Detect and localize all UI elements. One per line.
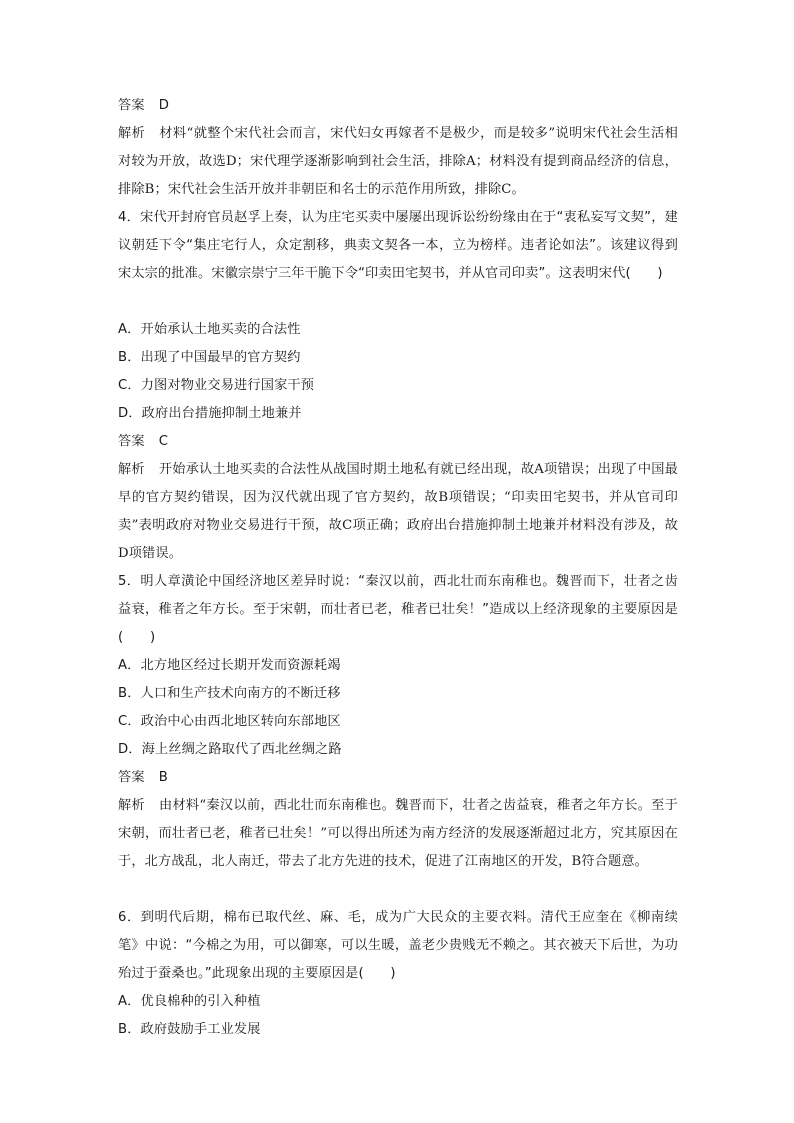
question-5-stem [118,568,678,652]
question-text: 5．明人章潢论中国经济地区差异时说：“秦汉以前，西北壮而东南稚也。魏晋而下，壮者之齿益衰，稚者之年方长。至于宋朝，而壮者已老，稚者已壮矣！”造成以上经济现象的主要原因是( ) [118,574,678,645]
analysis-label: 解析 [118,126,146,141]
option-b[interactable] [118,680,678,708]
answer-value: B [158,770,168,785]
option-b[interactable] [118,1016,678,1044]
answer-value: C [158,434,169,449]
option-text: B．政府鼓励手工业发展 [118,1022,261,1037]
answer-line [118,764,678,792]
answer-line [118,428,678,456]
answer-label: 答案 [118,770,145,785]
option-d[interactable] [118,736,678,764]
question-6-stem [118,904,678,988]
answer-line [118,92,678,120]
analysis-text: 开始承认土地买卖的合法性从战国时期土地私有就已经出现，故A项错误；出现了中国最早的官方契约错误，因为汉代就出现了官方契约，故B项错误；“印卖田宅契书，并从官司印卖”表明政府对物业交易进行干预，故C项正确；政府出台措施抑制土地兼并材料没有涉及，故D项错误。 [118,462,678,561]
analysis-paragraph [118,456,678,568]
document-page [118,92,678,1044]
option-text: D．政府出台措施抑制土地兼并 [118,406,302,421]
option-a[interactable] [118,316,678,344]
option-text: A．北方地区经过长期开发而资源耗竭 [118,658,341,673]
option-a[interactable] [118,988,678,1016]
analysis-paragraph [118,120,678,204]
answer-value: D [158,98,169,113]
analysis-label: 解析 [118,798,145,813]
question-text: 6．到明代后期，棉布已取代丝、麻、毛，成为广大民众的主要衣料。清代王应奎在《柳南续笔》中说：“今棉之为用，可以御寒，可以生暖，盖老少贵贱无不赖之。其衣被天下后世，为功殆过于蚕桑也。”此现象出现的主要原因是( ) [118,910,678,981]
option-d[interactable] [118,400,678,428]
option-text: C．力图对物业交易进行国家干预 [118,378,315,393]
option-a[interactable] [118,652,678,680]
option-text: B．人口和生产技术向南方的不断迁移 [118,686,341,701]
analysis-label: 解析 [118,462,145,477]
option-c[interactable] [118,372,678,400]
option-text: A．开始承认土地买卖的合法性 [118,322,301,337]
analysis-text: 由材料“秦汉以前，西北壮而东南稚也。魏晋而下，壮者之齿益衰，稚者之年方长。至于宋朝，而壮者已老，稚者已壮矣！”可以得出所述为南方经济的发展逐渐超过北方，究其原因在于，北方战乱，北人南迁，带去了北方先进的技术，促进了江南地区的开发，B符合题意。 [118,798,678,869]
option-text: A．优良棉种的引入种植 [118,994,261,1009]
option-b[interactable] [118,344,678,372]
question-text: 4．宋代开封府官员赵孚上奏，认为庄宅买卖中屡屡出现诉讼纷纷缘由在于“衷私妄写文契”，建议朝廷下令“集庄宅行人，众定割移，典卖文契各一本，立为榜样。违者论如法”。该建议得到宋太宗的批准。宋徽宗崇宁三年干脆下令“印卖田宅契书，并从官司印卖”。这表明宋代( ) [118,210,678,281]
option-text: C．政治中心由西北地区转向东部地区 [118,714,341,729]
answer-label: 答案 [118,98,145,113]
option-text: B．出现了中国最早的官方契约 [118,350,301,365]
analysis-text: 材料“就整个宋代社会而言，宋代妇女再嫁者不是极少，而是较多”说明宋代社会生活相对较为开放，故选D；宋代理学逐渐影响到社会生活，排除A；材料没有提到商品经济的信息，排除B；宋代社会生活开放并非朝臣和名士的示范作用所致，排除C。 [118,126,678,197]
option-c[interactable] [118,708,678,736]
question-4-stem [118,204,678,316]
answer-label: 答案 [118,434,145,449]
analysis-paragraph [118,792,678,904]
option-text: D．海上丝绸之路取代了西北丝绸之路 [118,742,342,757]
